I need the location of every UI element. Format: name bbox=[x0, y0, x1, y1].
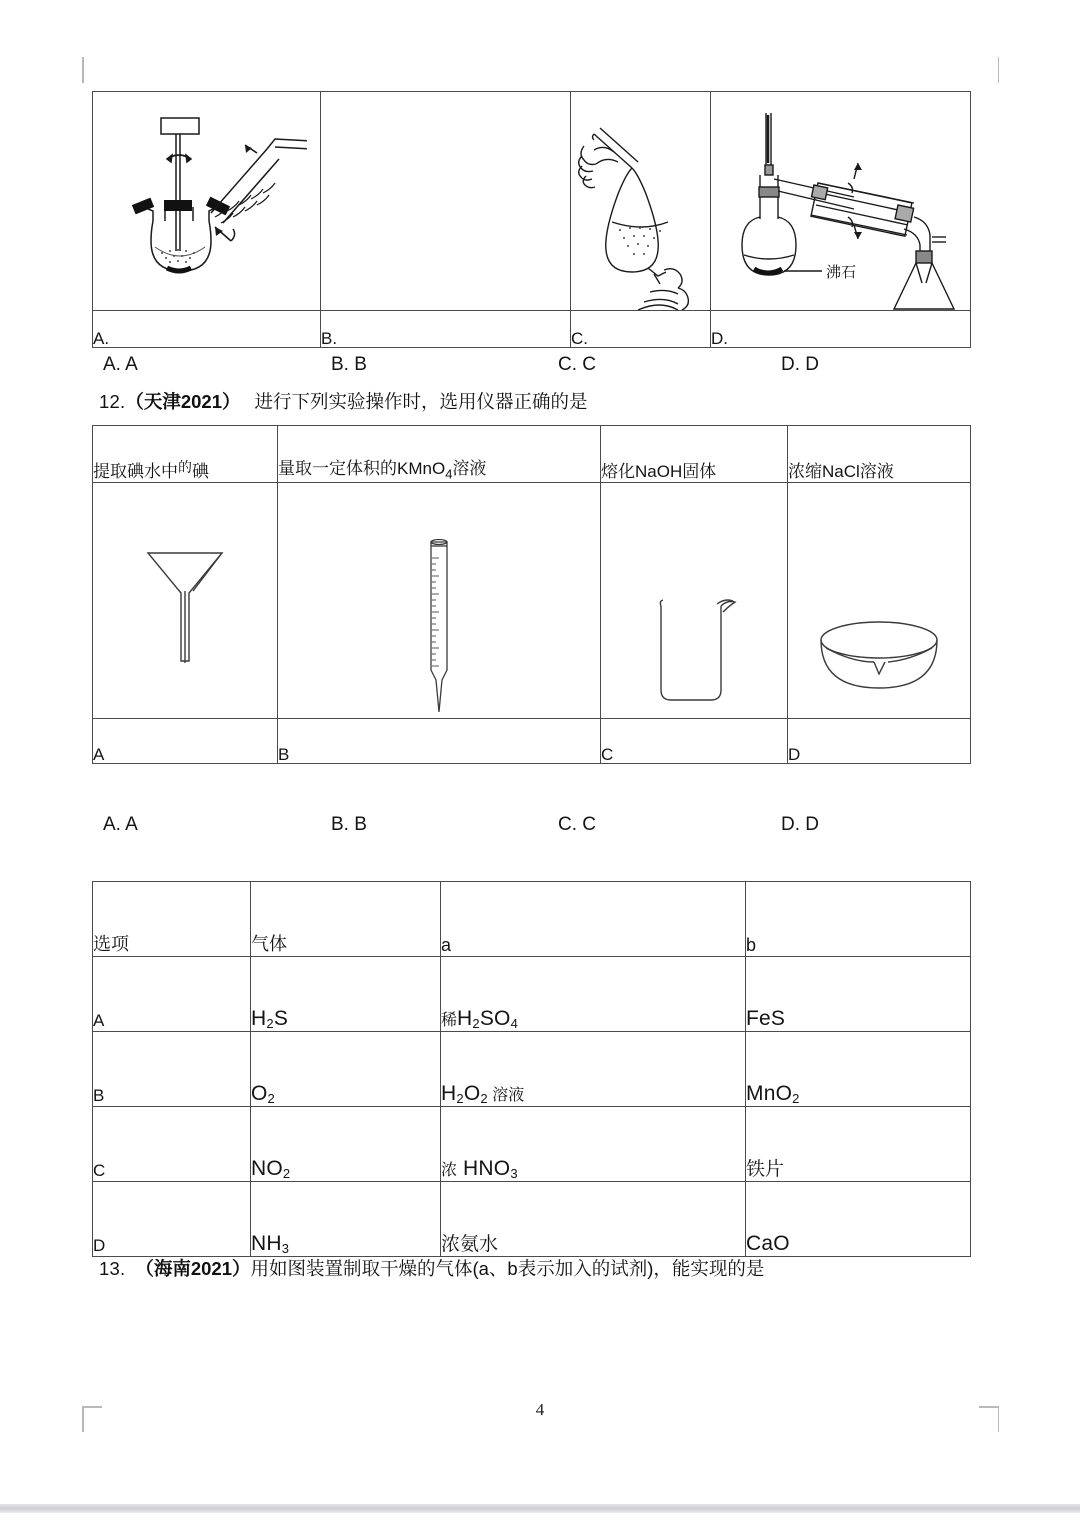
q13-row-b-reagent-b: MnO$_2$ bbox=[746, 1032, 971, 1107]
q13-row-b-reagent-a: $H_2O_2$ 溶液 bbox=[441, 1032, 746, 1107]
table-row-header bbox=[93, 882, 971, 957]
q13-row-d-gas: $NH_3$ bbox=[251, 1182, 441, 1257]
q13-row-c-reagent-b: 铁片 bbox=[746, 1107, 971, 1182]
q12-answer-c[interactable]: C. C bbox=[558, 814, 596, 835]
q11-answer-d[interactable]: D. D bbox=[781, 354, 819, 375]
q13-text: 用如图装置制取干燥的气体(a、b表示加入的试剂)，能实现的是 bbox=[250, 1258, 765, 1279]
q13-row-d-option: D bbox=[93, 1182, 251, 1257]
figure-funnel bbox=[93, 483, 277, 718]
q12-answer-d[interactable]: D. D bbox=[781, 814, 819, 835]
figure-evaporating-dish bbox=[788, 608, 970, 718]
q12-option-label-a: A bbox=[93, 719, 278, 764]
table-row bbox=[93, 1182, 971, 1257]
q13-number: 13. bbox=[99, 1258, 126, 1279]
q11-answer-a[interactable]: A. A bbox=[103, 354, 138, 375]
q12-figure-cell-b bbox=[278, 483, 601, 719]
q11-option-label-a: A. bbox=[93, 311, 321, 348]
q12-stem bbox=[99, 393, 588, 412]
q13-header-option: 选项 bbox=[93, 882, 251, 957]
q13-source: （海南2021） bbox=[135, 1258, 251, 1279]
q11-answer-b[interactable]: B. B bbox=[331, 354, 367, 375]
page-bottom-edge bbox=[0, 1504, 1080, 1513]
figure-distillation-apparatus bbox=[711, 105, 970, 310]
q12-options-table bbox=[92, 425, 971, 764]
q12-figure-cell-a bbox=[93, 483, 278, 719]
q13-row-b-gas: $O_2$ bbox=[251, 1032, 441, 1107]
q13-row-a-reagent-b: FeS bbox=[746, 957, 971, 1032]
q13-row-a-gas: $H_2S$ bbox=[251, 957, 441, 1032]
q12-header-b: 量取一定体积的KMnO$_4$溶液 bbox=[278, 426, 601, 483]
q11-option-label-d: D. bbox=[711, 311, 971, 348]
q13-row-a-reagent-a: 稀$H_2SO_4$ bbox=[441, 957, 746, 1032]
q12-source: （天津2021） bbox=[125, 391, 241, 412]
q13-row-b-option: B bbox=[93, 1032, 251, 1107]
q11-figure-cell-a bbox=[93, 92, 321, 311]
q12-header-d: 浓缩NaCl溶液 bbox=[788, 426, 971, 483]
figure-beaker bbox=[601, 588, 787, 718]
q13-row-d-reagent-b: CaO bbox=[746, 1182, 971, 1257]
crop-mark-top-left bbox=[82, 57, 108, 83]
q12-answer-options bbox=[103, 815, 983, 839]
q13-stem bbox=[99, 1260, 764, 1279]
q11-figure-cell-b bbox=[321, 92, 571, 311]
q13-row-a-option: A bbox=[93, 957, 251, 1032]
table-row bbox=[93, 1032, 971, 1107]
q11-answer-c[interactable]: C. C bbox=[558, 354, 596, 375]
figure-graduated-burette bbox=[278, 528, 600, 718]
q13-header-a: a bbox=[441, 882, 746, 957]
q11-figure-cell-c bbox=[571, 92, 711, 311]
q13-header-gas: 气体 bbox=[251, 882, 441, 957]
q12-option-label-d: D bbox=[788, 719, 971, 764]
figure-three-neck-flask-stirrer-condenser bbox=[93, 92, 320, 310]
q12-answer-a[interactable]: A. A bbox=[103, 814, 138, 835]
q13-header-b: b bbox=[746, 882, 971, 957]
q12-option-label-c: C bbox=[601, 719, 788, 764]
q11-options-table bbox=[92, 91, 971, 348]
q12-figure-cell-d bbox=[788, 483, 971, 719]
q11-answer-options bbox=[103, 355, 983, 379]
q11-figure-cell-d bbox=[711, 92, 971, 311]
boiling-stone-label: 沸石 bbox=[825, 264, 856, 281]
page-number: 4 bbox=[535, 1400, 545, 1419]
q11-option-label-c: C. bbox=[571, 311, 711, 348]
figure-separating-funnel-in-hands bbox=[571, 110, 710, 310]
q13-row-d-reagent-a: 浓氨水 bbox=[441, 1182, 746, 1257]
crop-mark-top-right bbox=[973, 57, 999, 83]
q13-row-c-option: C bbox=[93, 1107, 251, 1182]
q12-text: 进行下列实验操作时，选用仪器正确的是 bbox=[254, 391, 588, 412]
table-row bbox=[93, 957, 971, 1032]
q12-option-label-b: B bbox=[278, 719, 601, 764]
q12-number: 12. bbox=[99, 391, 126, 412]
table-row bbox=[93, 1107, 971, 1182]
q13-row-c-gas: $NO_2$ bbox=[251, 1107, 441, 1182]
q11-option-label-b: B. bbox=[321, 311, 571, 348]
q12-answer-b[interactable]: B. B bbox=[331, 814, 367, 835]
q12-figure-cell-c bbox=[601, 483, 788, 719]
q13-row-c-reagent-a: 浓 $HNO_3$ bbox=[441, 1107, 746, 1182]
q12-header-a: 提取碘水中$^的$碘 bbox=[93, 426, 278, 483]
q12-header-c: 熔化NaOH固体 bbox=[601, 426, 788, 483]
q13-reagent-table bbox=[92, 881, 971, 1257]
